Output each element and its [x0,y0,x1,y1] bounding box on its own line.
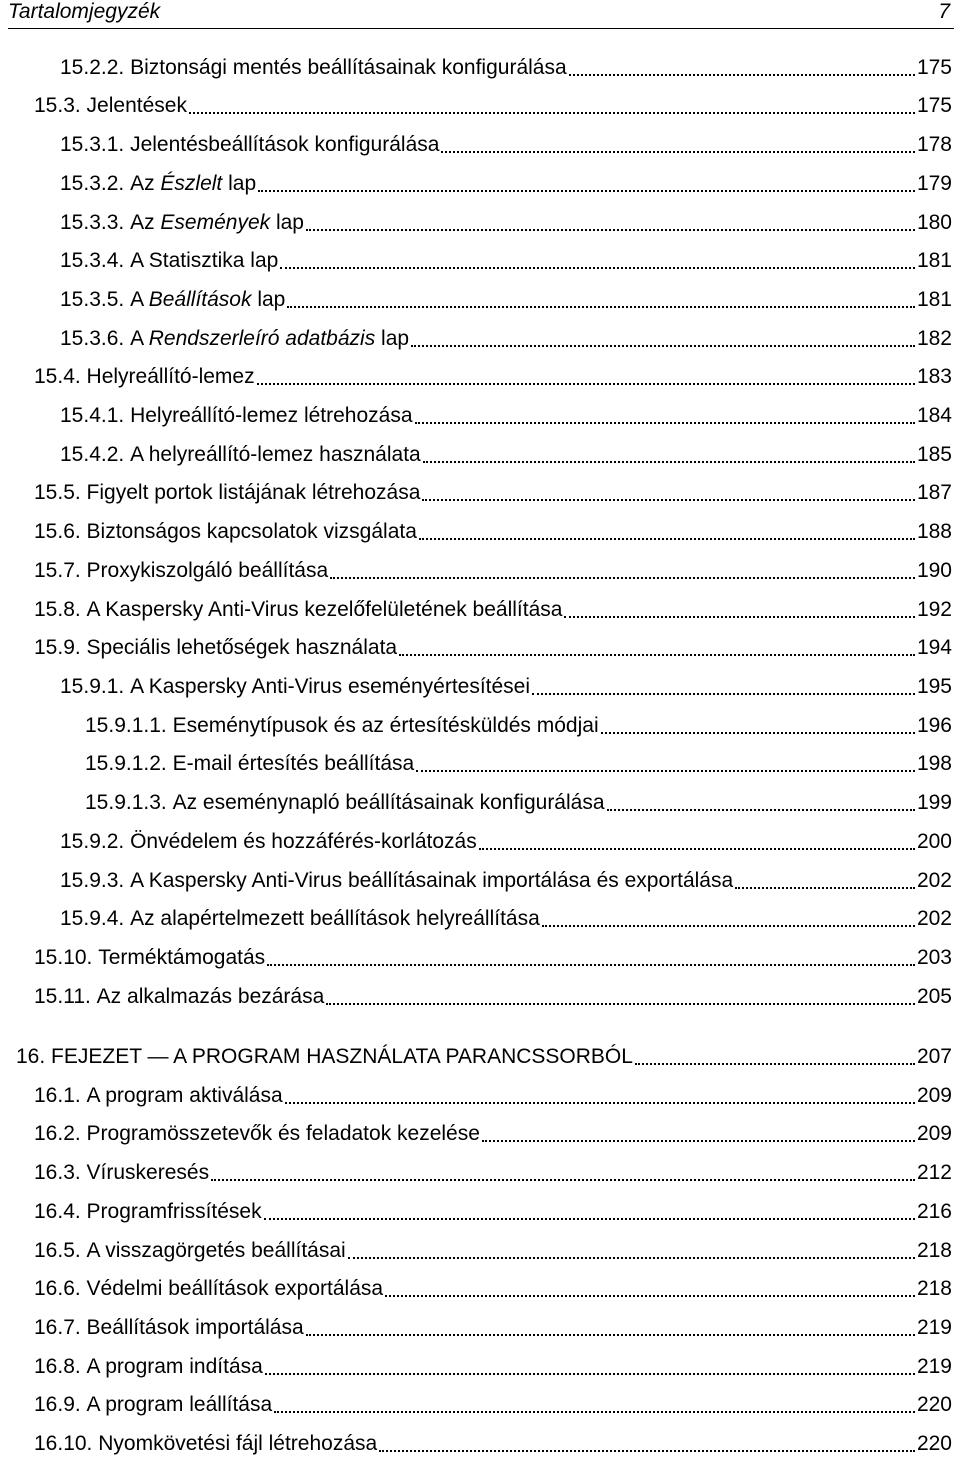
toc-entry-number: 16.10. [34,1432,99,1455]
toc-entry[interactable] [34,553,952,583]
dot-leader [415,419,915,424]
toc-entry-page-number: 182 [916,327,952,350]
dot-leader [258,187,915,192]
dot-leader [348,1254,915,1259]
toc-entry-title: Beállítások importálása [86,1316,304,1339]
toc-entry-page-number: 202 [916,869,952,892]
dot-leader [280,264,915,269]
toc-entry-title: Programfrissítések [86,1200,262,1223]
toc-entry-page-number: 220 [916,1432,952,1455]
toc-entry-title-italic: Beállítások [148,288,252,311]
toc-entry[interactable] [60,243,952,273]
toc-entry-number: 16.3. [34,1161,87,1184]
toc-entry-number: 15.4. [34,365,87,388]
toc-entry[interactable] [34,514,952,544]
running-header-title: Tartalomjegyzék [8,0,161,23]
toc-entry-number: 15.3.5. [60,288,131,311]
toc-entry-title [130,211,304,235]
toc-entry-page-number: 198 [916,752,952,775]
toc-entry-page-number: 199 [916,791,952,814]
dot-leader [607,806,915,811]
toc-entry[interactable] [60,127,952,157]
toc-entry[interactable] [34,1271,952,1301]
dot-leader [441,148,915,153]
toc-entry[interactable] [34,1310,952,1340]
toc-entry-number: 15.9.4. [60,907,131,930]
toc-entry-number: 16.4. [34,1200,87,1223]
toc-entry-title: Eseménytípusok és az értesítésküldés módjai [172,714,599,737]
toc-entry[interactable] [60,437,952,467]
dot-leader [330,574,915,579]
toc-entry[interactable] [60,824,952,854]
toc-entry-title: Programösszetevők és feladatok kezelése [86,1122,480,1145]
toc-entry-number: 15.4.2. [60,443,131,466]
toc-entry-page-number: 179 [916,172,952,195]
toc-entry-number: 16.6. [34,1277,87,1300]
dot-leader [564,613,915,618]
toc-entry-number: 16.1. [34,1084,87,1107]
toc-entry-page-number: 192 [916,598,952,621]
dot-leader [482,1137,915,1142]
toc-entry-title: Helyreállító-lemez [86,365,255,388]
toc-entry[interactable] [34,1078,952,1108]
toc-entry[interactable] [60,50,952,80]
toc-entry-number: 15.9.1.3. [85,791,173,814]
toc-entry[interactable] [34,1426,952,1456]
toc-entry-number: 15.9.1. [60,675,131,698]
dot-leader [635,1060,915,1065]
toc-entry-page-number: 181 [916,288,952,311]
dot-leader [211,1176,915,1181]
toc-entry-title: E-mail értesítés beállítása [172,752,415,775]
toc-entry[interactable] [34,1387,952,1417]
page-header [8,0,954,29]
toc-entry[interactable] [34,1349,952,1379]
toc-entry[interactable] [34,1116,952,1146]
toc-entry-title: Önvédelem és hozzáférés-korlátozás [130,830,477,853]
dot-leader [189,109,915,114]
toc-entry-title: A Statisztika lap [130,249,279,272]
dot-leader [423,458,915,463]
toc-entry-title-part: A [130,288,149,311]
dot-leader [379,1447,915,1452]
toc-entry-title: Biztonsági mentés beállításainak konfigurálása [130,56,567,79]
toc-entry-page-number: 175 [916,94,952,117]
toc-entry-number: 15.3.3. [60,211,131,234]
toc-entry[interactable] [85,746,952,776]
toc-entry-title: A program leállítása [86,1393,273,1416]
toc-entry[interactable] [60,398,952,428]
toc-entry-page-number: 190 [916,559,952,582]
toc-entry-number: 15.3. [34,94,87,117]
toc-entry-number: 15.9.2. [60,830,131,853]
toc-entry-page-number: 183 [916,365,952,388]
toc-entry[interactable] [85,785,952,815]
dot-leader [419,535,915,540]
toc-entry-number: 15.8. [34,598,87,621]
toc-entry-title: A program indítása [86,1355,263,1378]
toc-entry-title [130,172,256,196]
toc-entry-title-part: lap [251,288,286,311]
toc-entry-page-number: 216 [916,1200,952,1223]
toc-entry-number: 15.3.4. [60,249,131,272]
toc-entry-page-number: 185 [916,443,952,466]
dot-leader [542,922,915,927]
toc-entry-number: 16.2. [34,1122,87,1145]
toc-entry-page-number: 207 [916,1045,952,1068]
toc-entry[interactable] [60,166,952,196]
toc-entry-title-part: lap [270,211,304,234]
toc-entry-title-part: lap [375,327,410,350]
toc-entry-number: 15.3.2. [60,172,131,195]
toc-entry-title: Jelentések [86,94,187,117]
toc-entry-title: Jelentésbeállítások konfigurálása [130,133,440,156]
running-header-page-number: 7 [938,0,950,23]
toc-entry-title: Az alapértelmezett beállítások helyreállítása [130,907,540,930]
dot-leader [569,71,915,76]
toc-entry-title: A visszagörgetés beállításai [86,1239,346,1262]
toc-entry-title-italic: Rendszerleíró adatbázis [148,327,376,350]
toc-entry-page-number: 196 [916,714,952,737]
dot-leader [267,961,915,966]
toc-entry-number: 15.4.1. [60,404,131,427]
dot-leader [257,380,915,385]
toc-entry[interactable] [85,708,952,738]
toc-entry-number: 16. [16,1045,52,1068]
toc-entry[interactable] [60,321,952,351]
dot-leader [385,1292,915,1297]
toc-entry-title: A Kaspersky Anti-Virus kezelőfelületének beállítása [86,598,563,621]
toc-entry-number: 15.9.1.2. [85,752,173,775]
toc-entry[interactable] [34,88,952,118]
toc-entry-number: 15.6. [34,520,87,543]
toc-entry-page-number: 218 [916,1277,952,1300]
dot-leader [479,845,915,850]
toc-entry-page-number: 180 [916,211,952,234]
toc-entry-title: Víruskeresés [86,1161,210,1184]
toc-entry-page-number: 219 [916,1316,952,1339]
dot-leader [601,729,915,734]
toc-entry-title-italic: Események [160,211,271,234]
toc-entry-title: Biztonságos kapcsolatok vizsgálata [86,520,417,543]
toc-entry-page-number: 195 [916,675,952,698]
toc-entry[interactable] [34,592,952,622]
toc-entry-title: A Kaspersky Anti-Virus beállításainak importálása és exportálása [130,869,734,892]
toc-entry[interactable] [34,475,952,505]
dot-leader [287,303,915,308]
toc-entry[interactable] [60,205,952,235]
toc-entry-number: 15.9.3. [60,869,131,892]
dot-leader [411,342,915,347]
toc-entry-number: 15.5. [34,481,87,504]
dot-leader [422,496,915,501]
toc-entry-title-italic: Észlelt [160,172,223,195]
toc-entry-title-part: lap [222,172,257,195]
dot-leader [306,1331,915,1336]
toc-entry-page-number: 212 [916,1161,952,1184]
dot-leader [265,1370,915,1375]
toc-entry[interactable] [34,979,952,1009]
toc-entry-number: 15.9.1.1. [85,714,173,737]
toc-entry[interactable] [16,1039,952,1069]
toc-entry-page-number: 209 [916,1084,952,1107]
dot-leader [326,1000,915,1005]
toc-entry-number: 15.9. [34,636,87,659]
toc-entry-title: Proxykiszolgáló beállítása [86,559,329,582]
toc-entry-number: 16.7. [34,1316,87,1339]
toc-entry-page-number: 188 [916,520,952,543]
toc-entry[interactable] [34,1233,952,1263]
toc-entry-page-number: 220 [916,1393,952,1416]
toc-entry-title: A helyreállító-lemez használata [130,443,421,466]
toc-entry[interactable] [34,1155,952,1185]
toc-entry-number: 15.11. [34,985,97,1008]
toc-entry-page-number: 203 [916,946,952,969]
dot-leader [532,690,915,695]
toc-entry-number: 15.7. [34,559,87,582]
toc-entry-page-number: 200 [916,830,952,853]
toc-entry-title-part: Az [130,172,161,195]
toc-entry-title: Terméktámogatás [98,946,266,969]
toc-entry-title: Az eseménynapló beállításainak konfigurálása [172,791,605,814]
toc-entry[interactable] [34,940,952,970]
toc-entry[interactable] [34,1194,952,1224]
toc-entry-page-number: 178 [916,133,952,156]
toc-entry-page-number: 205 [916,985,952,1008]
toc-entry-number: 16.9. [34,1393,87,1416]
toc-entry-title: A program aktiválása [86,1084,283,1107]
toc-entry-page-number: 175 [916,56,952,79]
dot-leader [416,767,915,772]
toc-entry-title: A Kaspersky Anti-Virus eseményértesítései [130,675,531,698]
toc-entry-title-part: Az [130,211,161,234]
toc-entry-title: Helyreállító-lemez létrehozása [130,404,413,427]
toc-entry-number: 15.10. [34,946,99,969]
toc-entry-page-number: 181 [916,249,952,272]
toc-entry-title: Figyelt portok listájának létrehozása [86,481,421,504]
toc-entry-title: Védelmi beállítások exportálása [86,1277,384,1300]
dot-leader [274,1408,915,1413]
toc-entry-title: Nyomkövetési fájl létrehozása [98,1432,378,1455]
toc-entry-page-number: 184 [916,404,952,427]
toc-entry-page-number: 219 [916,1355,952,1378]
dot-leader [399,651,915,656]
toc-entry[interactable] [60,863,952,893]
dot-leader [306,226,915,231]
toc-entry-title [130,288,285,312]
toc-entry-title-part: A [130,327,149,350]
dot-leader [264,1215,915,1220]
toc-entry-title: Speciális lehetőségek használata [86,636,398,659]
toc-entry-title [130,327,409,351]
dot-leader [735,884,915,889]
toc-entry-page-number: 202 [916,907,952,930]
toc-entry[interactable] [60,282,952,312]
toc-entry-page-number: 187 [916,481,952,504]
toc-entry[interactable] [34,630,952,660]
toc-entry[interactable] [34,359,952,389]
toc-entry-number: 16.5. [34,1239,87,1262]
toc-entry[interactable] [60,669,952,699]
toc-entry-number: 15.3.6. [60,327,131,350]
toc-entry-number: 15.3.1. [60,133,131,156]
toc-entry-page-number: 194 [916,636,952,659]
toc-entry[interactable] [60,901,952,931]
toc-entry-page-number: 209 [916,1122,952,1145]
toc-entry-title: Az alkalmazás bezárása [96,985,325,1008]
toc-entry-number: 16.8. [34,1355,87,1378]
toc-entry-number: 15.2.2. [60,56,131,79]
toc-entry-title: FEJEZET — A PROGRAM HASZNÁLATA PARANCSSORBÓL [51,1045,633,1068]
dot-leader [285,1099,915,1104]
toc-entry-page-number: 218 [916,1239,952,1262]
